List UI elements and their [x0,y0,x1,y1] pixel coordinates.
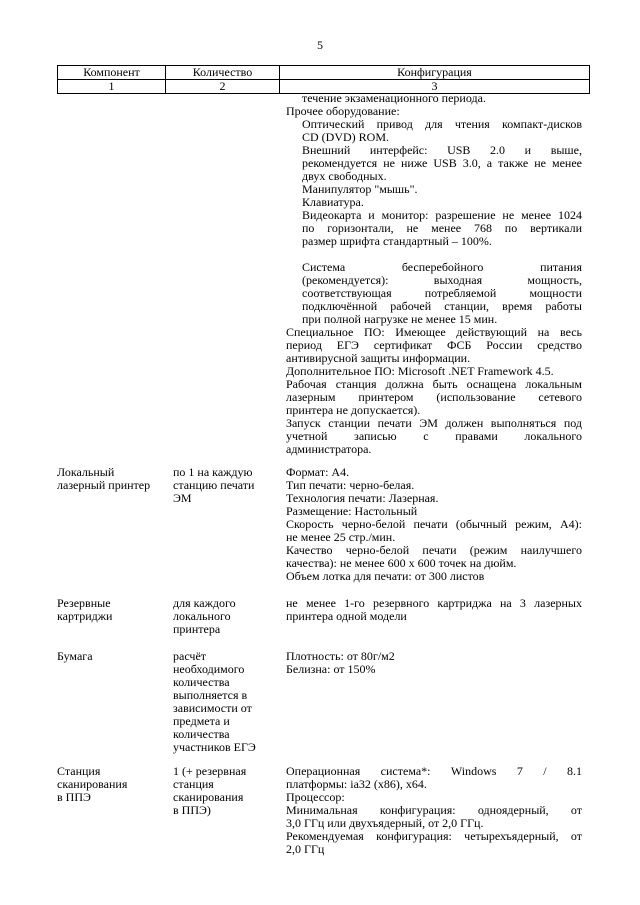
header-configuration: Конфигурация [280,66,590,80]
quantity-line: 1 (+ резервная [173,764,247,778]
config-line: соответствующая потребляемой мощности [302,286,582,300]
config-line: платформы: ia32 (x86), x64. [286,777,427,791]
config-line: Запуск станции печати ЭМ должен выполняться под [286,416,582,430]
quantity-line: участников ЕГЭ [173,740,256,754]
config-line: Рекомендуемая конфигурация: четырехъядерный, от [286,829,582,843]
config-line: Клавиатура. [302,195,364,209]
quantity-line: принтера [173,622,221,636]
row-paper-config [286,650,582,676]
config-line: рекомендуется не ниже USB 3.0, а также не менее [302,156,582,170]
row-printer-config [286,466,582,583]
config-line: 2,0 ГГц [286,842,325,856]
config-line: Видеокарта и монитор: разрешение не менее 1024 [302,208,582,222]
component-line: Станция [57,764,101,778]
row-scanner-component [57,765,165,804]
config-line: Минимальная конфигурация: одноядерный, от [286,803,582,817]
config-line: размер шрифта стандартный – 100%. [302,234,492,248]
row-printer-component [57,466,165,492]
component-line: Бумага [57,649,93,663]
component-line: картриджи [57,609,113,623]
config-line: Технология печати: Лазерная. [286,491,439,505]
component-line: в ППЭ [57,790,91,804]
config-line: Рабочая станция должна быть оснащена локальным [286,377,582,391]
config-line: антивирусной защиты информации. [286,351,471,365]
table-header [57,65,590,94]
row-paper-quantity [173,650,273,754]
quantity-line: локального [173,609,231,623]
row-scanner-quantity [173,765,273,817]
row-paper-component [57,650,165,663]
config-line: период ЕГЭ сертификат ФСБ России средство [286,338,582,352]
config-line: администратора. [286,442,372,456]
quantity-line: сканирования [173,790,244,804]
config-line: Белизна: от 150% [286,662,376,676]
config-line: подключённой рабочей станции, время работы [302,299,582,313]
config-line: Тип печати: черно-белая. [286,478,415,492]
config-line: Процессор: [286,790,345,804]
quantity-line: расчёт [173,649,207,663]
config-line: не менее 25 стр./мин. [286,530,396,544]
config-line: принтера одной модели [286,609,407,623]
quantity-line: количества [173,727,230,741]
config-line: Внешний интерфейс: USB 2.0 и выше, [302,143,582,157]
config-line: Размещение: Настольный [286,504,418,518]
row-cartridges-config [286,597,582,623]
config-line: Плотность: от 80г/м2 [286,649,395,663]
header-number-2: 2 [166,80,280,94]
config-line: двух свободных. [302,169,387,183]
config-line: Специальное ПО: Имеющее действующий на весь [286,325,582,339]
config-line: Скорость черно-белой печати (обычный режим, А4): [286,517,582,531]
row-printer-quantity [173,466,273,505]
header-number-3: 3 [280,80,590,94]
quantity-line: станция [173,777,214,791]
row-cartridges-quantity [173,597,273,636]
config-line: Оптический привод для чтения компакт-дисков [302,117,582,131]
config-line: качества): не менее 600 х 600 точек на дюйм. [286,556,517,570]
quantity-line: необходимого [173,662,245,676]
config-line: Операционная система*: Windows 7 / 8.1 [286,764,582,778]
component-line: Резервные [57,596,111,610]
config-line: CD (DVD) ROM. [302,130,389,144]
header-component: Компонент [58,66,166,80]
quantity-line: ЭМ [173,491,192,505]
quantity-line: по 1 на каждую [173,465,253,479]
config-line: не менее 1-го резервного картриджа на 3 лазерных [286,596,582,610]
config-line: по горизонтали, не менее 768 по вертикали [302,221,582,235]
config-line: Манипулятор "мышь". [302,182,418,196]
config-line: лазерным принтером (использование сетевого [286,390,582,404]
config-line: Объем лотка для печати: от 300 листов [286,569,485,583]
config-line: Система бесперебойного питания [302,260,582,274]
config-line: течение экзаменационного периода. [302,91,486,105]
config-line: учетной записью с правами локального [286,429,582,443]
component-line: Локальный [57,465,115,479]
quantity-line: количества [173,675,230,689]
config-line: Дополнительное ПО: Microsoft .NET Framework 4.5. [286,364,554,378]
quantity-line: станцию печати [173,478,255,492]
quantity-line: для каждого [173,596,236,610]
quantity-line: в ППЭ) [173,803,211,817]
component-line: сканирования [57,777,128,791]
config-line: (рекомендуется): выходная мощность, [302,273,582,287]
page-number: 5 [317,38,323,52]
header-row [58,66,590,80]
config-line: 3,0 ГГц или двухъядерный, от 2,0 ГГц. [286,816,484,830]
component-line: лазерный принтер [57,478,151,492]
quantity-line: предмета и [173,714,230,728]
config-line: Прочее оборудование: [286,104,400,118]
config-line: Формат: А4. [286,465,350,479]
row-cartridges-component [57,597,165,623]
row-scanner-config [286,765,582,856]
config-line: при полной нагрузке не менее 15 мин. [302,312,498,326]
quantity-line: зависимости от [173,701,252,715]
config-line: принтера не допускается). [286,403,421,417]
quantity-line: выполняется в [173,688,248,702]
config-line: Качество черно-белой печати (режим наилучшего [286,543,582,557]
header-quantity: Количество [166,66,280,80]
continuation-config [286,92,582,456]
header-number-1: 1 [58,80,166,94]
